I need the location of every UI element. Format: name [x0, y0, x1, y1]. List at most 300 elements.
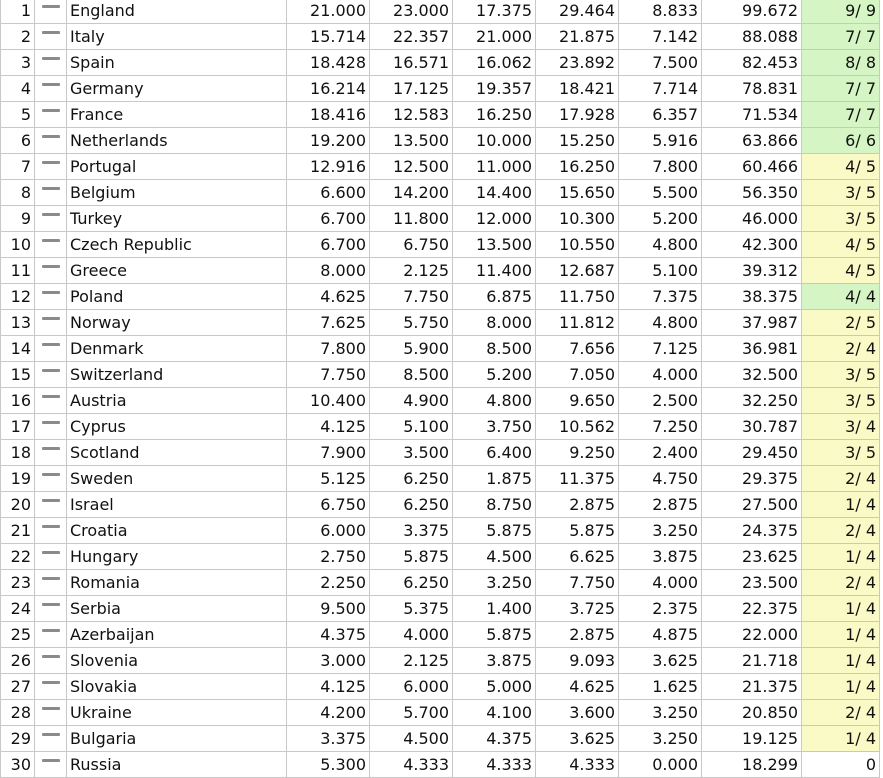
- country-name: Norway: [67, 310, 287, 336]
- country-name: Scotland: [67, 440, 287, 466]
- table-row: [1, 700, 880, 726]
- season-4-points: 11.812: [536, 310, 619, 336]
- season-4-points: 3.600: [536, 700, 619, 726]
- table-row: [1, 648, 880, 674]
- season-4-points: 7.750: [536, 570, 619, 596]
- season-5-points: 5.500: [619, 180, 702, 206]
- season-2-points: 2.125: [370, 258, 453, 284]
- total-points: 82.453: [702, 50, 802, 76]
- table-row: [1, 622, 880, 648]
- season-3-points: 8.500: [453, 336, 536, 362]
- clubs-remaining: 2/ 5: [802, 310, 880, 336]
- trend-cell: [35, 50, 67, 76]
- trend-cell: [35, 154, 67, 180]
- season-5-points: 6.357: [619, 102, 702, 128]
- clubs-remaining: 1/ 4: [802, 648, 880, 674]
- season-3-points: 4.500: [453, 544, 536, 570]
- season-3-points: 3.875: [453, 648, 536, 674]
- no-change-icon: [42, 317, 60, 320]
- season-2-points: 16.571: [370, 50, 453, 76]
- rank-cell: 2: [1, 24, 35, 50]
- no-change-icon: [42, 473, 60, 476]
- season-3-points: 1.400: [453, 596, 536, 622]
- season-4-points: 10.550: [536, 232, 619, 258]
- table-row: [1, 128, 880, 154]
- season-5-points: 2.500: [619, 388, 702, 414]
- season-1-points: 9.500: [287, 596, 370, 622]
- season-1-points: 6.700: [287, 206, 370, 232]
- season-2-points: 6.250: [370, 492, 453, 518]
- season-5-points: 3.250: [619, 518, 702, 544]
- rank-cell: 20: [1, 492, 35, 518]
- rank-cell: 17: [1, 414, 35, 440]
- season-1-points: 21.000: [287, 0, 370, 24]
- country-name: Switzerland: [67, 362, 287, 388]
- season-1-points: 5.125: [287, 466, 370, 492]
- no-change-icon: [42, 759, 60, 762]
- clubs-remaining: 2/ 4: [802, 570, 880, 596]
- clubs-remaining: 6/ 6: [802, 128, 880, 154]
- total-points: 36.981: [702, 336, 802, 362]
- total-points: 78.831: [702, 76, 802, 102]
- clubs-remaining: 3/ 5: [802, 362, 880, 388]
- total-points: 24.375: [702, 518, 802, 544]
- trend-cell: [35, 752, 67, 778]
- table-row: [1, 440, 880, 466]
- no-change-icon: [42, 603, 60, 606]
- season-4-points: 23.892: [536, 50, 619, 76]
- season-5-points: 4.800: [619, 310, 702, 336]
- no-change-icon: [42, 5, 60, 8]
- trend-cell: [35, 544, 67, 570]
- clubs-remaining: 2/ 4: [802, 700, 880, 726]
- season-5-points: 8.833: [619, 0, 702, 24]
- clubs-remaining: 4/ 4: [802, 284, 880, 310]
- clubs-remaining: 1/ 4: [802, 622, 880, 648]
- season-4-points: 21.875: [536, 24, 619, 50]
- no-change-icon: [42, 265, 60, 268]
- rank-cell: 8: [1, 180, 35, 206]
- season-1-points: 15.714: [287, 24, 370, 50]
- clubs-remaining: 3/ 5: [802, 206, 880, 232]
- clubs-remaining: 4/ 5: [802, 154, 880, 180]
- season-2-points: 5.700: [370, 700, 453, 726]
- season-2-points: 7.750: [370, 284, 453, 310]
- rank-cell: 4: [1, 76, 35, 102]
- season-1-points: 4.125: [287, 414, 370, 440]
- season-1-points: 4.625: [287, 284, 370, 310]
- season-3-points: 12.000: [453, 206, 536, 232]
- table-row: [1, 388, 880, 414]
- country-name: France: [67, 102, 287, 128]
- season-1-points: 4.375: [287, 622, 370, 648]
- season-5-points: 3.250: [619, 700, 702, 726]
- season-4-points: 15.250: [536, 128, 619, 154]
- table-row: [1, 544, 880, 570]
- rank-cell: 12: [1, 284, 35, 310]
- clubs-remaining: 7/ 7: [802, 24, 880, 50]
- ranking-table-body: [1, 0, 880, 778]
- clubs-remaining: 9/ 9: [802, 0, 880, 24]
- rank-cell: 6: [1, 128, 35, 154]
- season-1-points: 6.600: [287, 180, 370, 206]
- clubs-remaining: 3/ 5: [802, 180, 880, 206]
- rank-cell: 10: [1, 232, 35, 258]
- country-name: Hungary: [67, 544, 287, 570]
- rank-cell: 15: [1, 362, 35, 388]
- table-row: [1, 492, 880, 518]
- season-5-points: 7.800: [619, 154, 702, 180]
- table-row: [1, 674, 880, 700]
- total-points: 88.088: [702, 24, 802, 50]
- trend-cell: [35, 310, 67, 336]
- season-5-points: 2.400: [619, 440, 702, 466]
- total-points: 46.000: [702, 206, 802, 232]
- season-4-points: 2.875: [536, 492, 619, 518]
- clubs-remaining: 7/ 7: [802, 102, 880, 128]
- trend-cell: [35, 726, 67, 752]
- season-4-points: 4.625: [536, 674, 619, 700]
- season-1-points: 4.200: [287, 700, 370, 726]
- season-4-points: 9.650: [536, 388, 619, 414]
- season-5-points: 3.250: [619, 726, 702, 752]
- trend-cell: [35, 570, 67, 596]
- table-row: [1, 310, 880, 336]
- season-2-points: 4.000: [370, 622, 453, 648]
- rank-cell: 21: [1, 518, 35, 544]
- season-3-points: 4.333: [453, 752, 536, 778]
- country-name: England: [67, 0, 287, 24]
- season-3-points: 16.250: [453, 102, 536, 128]
- season-2-points: 3.500: [370, 440, 453, 466]
- season-3-points: 5.875: [453, 622, 536, 648]
- season-3-points: 21.000: [453, 24, 536, 50]
- season-3-points: 1.875: [453, 466, 536, 492]
- rank-cell: 24: [1, 596, 35, 622]
- season-5-points: 0.000: [619, 752, 702, 778]
- country-name: Czech Republic: [67, 232, 287, 258]
- clubs-remaining: 3/ 5: [802, 388, 880, 414]
- season-2-points: 23.000: [370, 0, 453, 24]
- season-2-points: 8.500: [370, 362, 453, 388]
- season-2-points: 4.500: [370, 726, 453, 752]
- total-points: 63.866: [702, 128, 802, 154]
- trend-cell: [35, 284, 67, 310]
- total-points: 39.312: [702, 258, 802, 284]
- season-5-points: 4.875: [619, 622, 702, 648]
- season-1-points: 12.916: [287, 154, 370, 180]
- trend-cell: [35, 258, 67, 284]
- country-name: Russia: [67, 752, 287, 778]
- total-points: 29.450: [702, 440, 802, 466]
- country-name: Netherlands: [67, 128, 287, 154]
- season-2-points: 5.875: [370, 544, 453, 570]
- season-1-points: 7.750: [287, 362, 370, 388]
- table-row: [1, 336, 880, 362]
- season-4-points: 3.625: [536, 726, 619, 752]
- rank-cell: 26: [1, 648, 35, 674]
- season-1-points: 2.750: [287, 544, 370, 570]
- trend-cell: [35, 24, 67, 50]
- season-5-points: 7.714: [619, 76, 702, 102]
- table-row: [1, 24, 880, 50]
- season-4-points: 16.250: [536, 154, 619, 180]
- clubs-remaining: 0: [802, 752, 880, 778]
- no-change-icon: [42, 551, 60, 554]
- no-change-icon: [42, 187, 60, 190]
- trend-cell: [35, 232, 67, 258]
- table-row: [1, 726, 880, 752]
- table-row: [1, 76, 880, 102]
- season-2-points: 12.500: [370, 154, 453, 180]
- table-row: [1, 466, 880, 492]
- rank-cell: 29: [1, 726, 35, 752]
- season-1-points: 6.750: [287, 492, 370, 518]
- season-2-points: 14.200: [370, 180, 453, 206]
- country-name: Romania: [67, 570, 287, 596]
- season-5-points: 4.000: [619, 362, 702, 388]
- season-4-points: 2.875: [536, 622, 619, 648]
- season-5-points: 7.250: [619, 414, 702, 440]
- country-name: Cyprus: [67, 414, 287, 440]
- no-change-icon: [42, 577, 60, 580]
- no-change-icon: [42, 31, 60, 34]
- clubs-remaining: 1/ 4: [802, 596, 880, 622]
- season-3-points: 4.100: [453, 700, 536, 726]
- season-4-points: 11.375: [536, 466, 619, 492]
- season-1-points: 3.375: [287, 726, 370, 752]
- season-4-points: 18.421: [536, 76, 619, 102]
- total-points: 23.500: [702, 570, 802, 596]
- total-points: 22.375: [702, 596, 802, 622]
- total-points: 21.375: [702, 674, 802, 700]
- season-1-points: 8.000: [287, 258, 370, 284]
- no-change-icon: [42, 343, 60, 346]
- season-4-points: 10.562: [536, 414, 619, 440]
- no-change-icon: [42, 109, 60, 112]
- rank-cell: 19: [1, 466, 35, 492]
- no-change-icon: [42, 161, 60, 164]
- season-3-points: 11.000: [453, 154, 536, 180]
- country-name: Germany: [67, 76, 287, 102]
- no-change-icon: [42, 135, 60, 138]
- season-2-points: 4.333: [370, 752, 453, 778]
- season-2-points: 6.750: [370, 232, 453, 258]
- no-change-icon: [42, 681, 60, 684]
- season-1-points: 10.400: [287, 388, 370, 414]
- season-3-points: 3.750: [453, 414, 536, 440]
- table-row: [1, 154, 880, 180]
- rank-cell: 27: [1, 674, 35, 700]
- rank-cell: 22: [1, 544, 35, 570]
- total-points: 23.625: [702, 544, 802, 570]
- trend-cell: [35, 102, 67, 128]
- no-change-icon: [42, 421, 60, 424]
- table-row: [1, 752, 880, 778]
- trend-cell: [35, 596, 67, 622]
- clubs-remaining: 4/ 5: [802, 258, 880, 284]
- trend-cell: [35, 440, 67, 466]
- rank-cell: 14: [1, 336, 35, 362]
- clubs-remaining: 2/ 4: [802, 518, 880, 544]
- season-5-points: 2.875: [619, 492, 702, 518]
- season-3-points: 17.375: [453, 0, 536, 24]
- no-change-icon: [42, 213, 60, 216]
- season-4-points: 9.093: [536, 648, 619, 674]
- rank-cell: 23: [1, 570, 35, 596]
- table-row: [1, 102, 880, 128]
- total-points: 56.350: [702, 180, 802, 206]
- trend-cell: [35, 128, 67, 154]
- season-4-points: 5.875: [536, 518, 619, 544]
- season-3-points: 3.250: [453, 570, 536, 596]
- country-name: Slovakia: [67, 674, 287, 700]
- table-row: [1, 0, 880, 24]
- season-1-points: 7.625: [287, 310, 370, 336]
- season-5-points: 7.142: [619, 24, 702, 50]
- clubs-remaining: 8/ 8: [802, 50, 880, 76]
- clubs-remaining: 4/ 5: [802, 232, 880, 258]
- season-5-points: 7.500: [619, 50, 702, 76]
- season-2-points: 5.100: [370, 414, 453, 440]
- no-change-icon: [42, 369, 60, 372]
- no-change-icon: [42, 395, 60, 398]
- season-5-points: 3.625: [619, 648, 702, 674]
- trend-cell: [35, 648, 67, 674]
- trend-cell: [35, 414, 67, 440]
- country-name: Italy: [67, 24, 287, 50]
- season-3-points: 5.000: [453, 674, 536, 700]
- season-2-points: 3.375: [370, 518, 453, 544]
- no-change-icon: [42, 447, 60, 450]
- season-4-points: 6.625: [536, 544, 619, 570]
- season-2-points: 4.900: [370, 388, 453, 414]
- season-1-points: 2.250: [287, 570, 370, 596]
- no-change-icon: [42, 733, 60, 736]
- season-2-points: 17.125: [370, 76, 453, 102]
- trend-cell: [35, 206, 67, 232]
- season-1-points: 18.428: [287, 50, 370, 76]
- trend-cell: [35, 0, 67, 24]
- season-1-points: 19.200: [287, 128, 370, 154]
- trend-cell: [35, 466, 67, 492]
- season-2-points: 13.500: [370, 128, 453, 154]
- rank-cell: 25: [1, 622, 35, 648]
- clubs-remaining: 2/ 4: [802, 466, 880, 492]
- no-change-icon: [42, 525, 60, 528]
- total-points: 21.718: [702, 648, 802, 674]
- season-3-points: 13.500: [453, 232, 536, 258]
- season-1-points: 6.700: [287, 232, 370, 258]
- season-1-points: 7.800: [287, 336, 370, 362]
- season-2-points: 6.250: [370, 466, 453, 492]
- total-points: 42.300: [702, 232, 802, 258]
- season-3-points: 4.375: [453, 726, 536, 752]
- no-change-icon: [42, 655, 60, 658]
- season-5-points: 5.100: [619, 258, 702, 284]
- no-change-icon: [42, 629, 60, 632]
- season-4-points: 10.300: [536, 206, 619, 232]
- season-2-points: 2.125: [370, 648, 453, 674]
- season-2-points: 5.900: [370, 336, 453, 362]
- season-4-points: 7.050: [536, 362, 619, 388]
- clubs-remaining: 1/ 4: [802, 544, 880, 570]
- clubs-remaining: 3/ 5: [802, 440, 880, 466]
- country-name: Ukraine: [67, 700, 287, 726]
- total-points: 30.787: [702, 414, 802, 440]
- trend-cell: [35, 76, 67, 102]
- rank-cell: 3: [1, 50, 35, 76]
- trend-cell: [35, 700, 67, 726]
- season-3-points: 8.000: [453, 310, 536, 336]
- season-3-points: 8.750: [453, 492, 536, 518]
- country-name: Azerbaijan: [67, 622, 287, 648]
- table-row: [1, 180, 880, 206]
- season-1-points: 5.300: [287, 752, 370, 778]
- clubs-remaining: 2/ 4: [802, 336, 880, 362]
- season-4-points: 15.650: [536, 180, 619, 206]
- country-name: Sweden: [67, 466, 287, 492]
- rank-cell: 18: [1, 440, 35, 466]
- rank-cell: 11: [1, 258, 35, 284]
- season-2-points: 22.357: [370, 24, 453, 50]
- table-row: [1, 362, 880, 388]
- total-points: 19.125: [702, 726, 802, 752]
- rank-cell: 28: [1, 700, 35, 726]
- season-5-points: 2.375: [619, 596, 702, 622]
- table-row: [1, 232, 880, 258]
- season-4-points: 9.250: [536, 440, 619, 466]
- season-1-points: 3.000: [287, 648, 370, 674]
- season-4-points: 7.656: [536, 336, 619, 362]
- trend-cell: [35, 388, 67, 414]
- season-4-points: 29.464: [536, 0, 619, 24]
- table-row: [1, 284, 880, 310]
- season-3-points: 14.400: [453, 180, 536, 206]
- clubs-remaining: 1/ 4: [802, 726, 880, 752]
- season-2-points: 11.800: [370, 206, 453, 232]
- season-1-points: 18.416: [287, 102, 370, 128]
- no-change-icon: [42, 291, 60, 294]
- season-2-points: 5.750: [370, 310, 453, 336]
- season-3-points: 19.357: [453, 76, 536, 102]
- season-5-points: 7.375: [619, 284, 702, 310]
- rank-cell: 30: [1, 752, 35, 778]
- no-change-icon: [42, 57, 60, 60]
- country-name: Slovenia: [67, 648, 287, 674]
- season-3-points: 10.000: [453, 128, 536, 154]
- no-change-icon: [42, 239, 60, 242]
- total-points: 20.850: [702, 700, 802, 726]
- season-2-points: 6.250: [370, 570, 453, 596]
- country-name: Portugal: [67, 154, 287, 180]
- rank-cell: 1: [1, 0, 35, 24]
- rank-cell: 9: [1, 206, 35, 232]
- season-1-points: 16.214: [287, 76, 370, 102]
- season-5-points: 7.125: [619, 336, 702, 362]
- country-name: Belgium: [67, 180, 287, 206]
- season-5-points: 4.750: [619, 466, 702, 492]
- season-2-points: 12.583: [370, 102, 453, 128]
- trend-cell: [35, 674, 67, 700]
- season-1-points: 4.125: [287, 674, 370, 700]
- season-3-points: 6.400: [453, 440, 536, 466]
- table-row-highlighted: [1, 596, 880, 622]
- season-2-points: 6.000: [370, 674, 453, 700]
- rank-cell: 5: [1, 102, 35, 128]
- season-3-points: 4.800: [453, 388, 536, 414]
- total-points: 29.375: [702, 466, 802, 492]
